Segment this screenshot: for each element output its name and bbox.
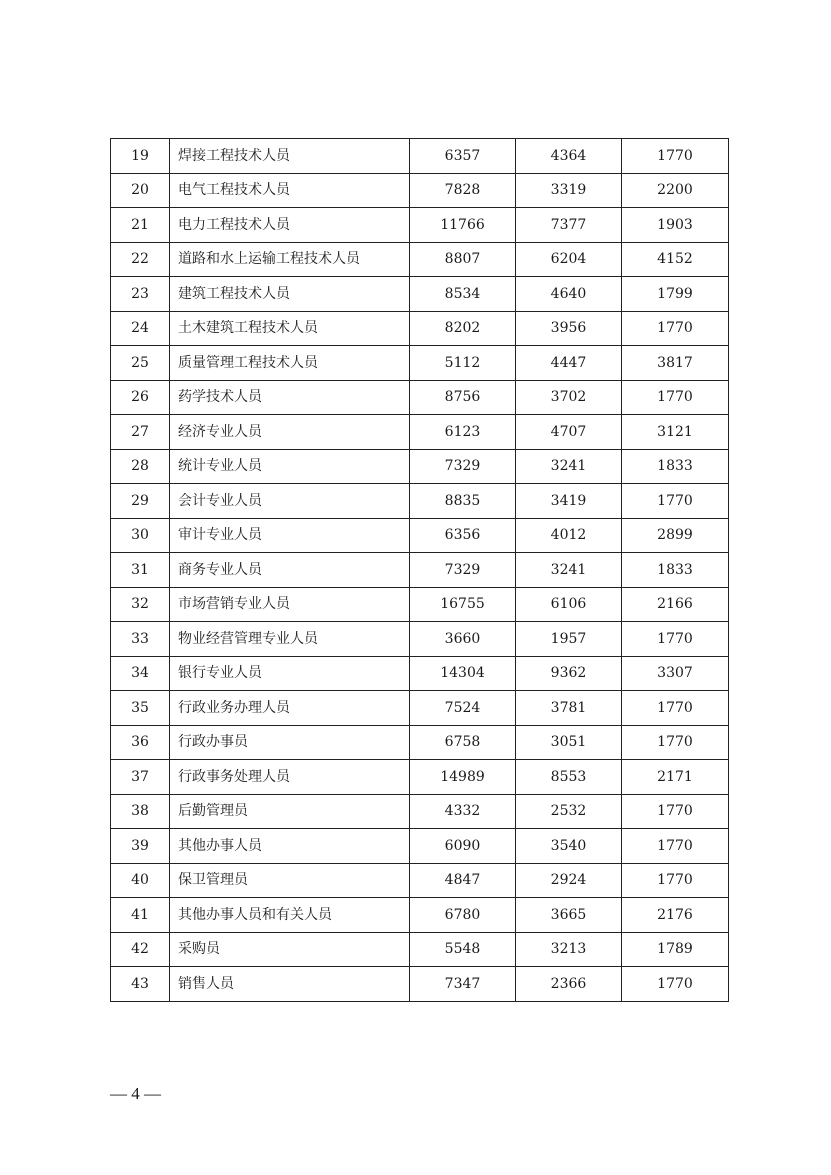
row-number-cell: 24: [111, 311, 170, 346]
value-1-cell: 7347: [410, 967, 516, 1002]
occupation-name-cell: 经济专业人员: [170, 415, 410, 450]
value-1-cell: 5548: [410, 932, 516, 967]
table-row: [111, 415, 729, 450]
value-1-cell: 6357: [410, 139, 516, 174]
row-number-cell: 37: [111, 760, 170, 795]
table-row: [111, 139, 729, 174]
table-row: [111, 208, 729, 243]
occupation-name-cell: 销售人员: [170, 967, 410, 1002]
row-number-cell: 20: [111, 173, 170, 208]
value-2-cell: 4364: [516, 139, 622, 174]
occupation-name-cell: 药学技术人员: [170, 380, 410, 415]
table-row: [111, 587, 729, 622]
value-3-cell: 2176: [622, 898, 729, 933]
row-number-cell: 26: [111, 380, 170, 415]
table-body: [111, 139, 729, 1002]
row-number-cell: 33: [111, 622, 170, 657]
table-row: [111, 863, 729, 898]
occupation-name-cell: 电力工程技术人员: [170, 208, 410, 243]
table-row: [111, 242, 729, 277]
row-number-cell: 42: [111, 932, 170, 967]
table-row: [111, 277, 729, 312]
value-1-cell: 16755: [410, 587, 516, 622]
table-row: [111, 449, 729, 484]
row-number-cell: 43: [111, 967, 170, 1002]
occupation-name-cell: 其他办事人员和有关人员: [170, 898, 410, 933]
value-2-cell: 3419: [516, 484, 622, 519]
occupation-name-cell: 质量管理工程技术人员: [170, 346, 410, 381]
table-row: [111, 932, 729, 967]
value-3-cell: 3817: [622, 346, 729, 381]
value-1-cell: 7828: [410, 173, 516, 208]
value-3-cell: 2899: [622, 518, 729, 553]
value-1-cell: 6758: [410, 725, 516, 760]
value-1-cell: 8534: [410, 277, 516, 312]
row-number-cell: 38: [111, 794, 170, 829]
value-1-cell: 4847: [410, 863, 516, 898]
occupation-name-cell: 其他办事人员: [170, 829, 410, 864]
table-row: [111, 380, 729, 415]
row-number-cell: 27: [111, 415, 170, 450]
table-row: [111, 829, 729, 864]
value-3-cell: 1770: [622, 622, 729, 657]
value-1-cell: 8807: [410, 242, 516, 277]
row-number-cell: 34: [111, 656, 170, 691]
occupation-name-cell: 土木建筑工程技术人员: [170, 311, 410, 346]
value-2-cell: 4447: [516, 346, 622, 381]
row-number-cell: 22: [111, 242, 170, 277]
occupation-name-cell: 道路和水上运输工程技术人员: [170, 242, 410, 277]
occupation-name-cell: 采购员: [170, 932, 410, 967]
value-2-cell: 3781: [516, 691, 622, 726]
table-row: [111, 173, 729, 208]
value-3-cell: 1799: [622, 277, 729, 312]
value-3-cell: 1789: [622, 932, 729, 967]
value-2-cell: 7377: [516, 208, 622, 243]
value-2-cell: 3241: [516, 553, 622, 588]
row-number-cell: 41: [111, 898, 170, 933]
value-1-cell: 7329: [410, 449, 516, 484]
row-number-cell: 23: [111, 277, 170, 312]
occupation-name-cell: 行政办事员: [170, 725, 410, 760]
value-3-cell: 2171: [622, 760, 729, 795]
table-row: [111, 725, 729, 760]
occupation-name-cell: 银行专业人员: [170, 656, 410, 691]
value-2-cell: 4707: [516, 415, 622, 450]
table-row: [111, 484, 729, 519]
table-row: [111, 346, 729, 381]
value-2-cell: 8553: [516, 760, 622, 795]
value-2-cell: 4012: [516, 518, 622, 553]
value-3-cell: 1770: [622, 725, 729, 760]
value-2-cell: 3241: [516, 449, 622, 484]
value-2-cell: 1957: [516, 622, 622, 657]
value-1-cell: 11766: [410, 208, 516, 243]
table-row: [111, 967, 729, 1002]
row-number-cell: 21: [111, 208, 170, 243]
row-number-cell: 30: [111, 518, 170, 553]
occupation-name-cell: 建筑工程技术人员: [170, 277, 410, 312]
value-1-cell: 14989: [410, 760, 516, 795]
occupation-name-cell: 市场营销专业人员: [170, 587, 410, 622]
wage-table: [110, 138, 729, 1002]
occupation-name-cell: 物业经营管理专业人员: [170, 622, 410, 657]
occupation-name-cell: 电气工程技术人员: [170, 173, 410, 208]
occupation-name-cell: 行政业务办理人员: [170, 691, 410, 726]
value-1-cell: 3660: [410, 622, 516, 657]
row-number-cell: 39: [111, 829, 170, 864]
row-number-cell: 35: [111, 691, 170, 726]
value-3-cell: 1833: [622, 553, 729, 588]
table-row: [111, 656, 729, 691]
value-2-cell: 3540: [516, 829, 622, 864]
value-3-cell: 1770: [622, 380, 729, 415]
value-2-cell: 2924: [516, 863, 622, 898]
row-number-cell: 36: [111, 725, 170, 760]
row-number-cell: 29: [111, 484, 170, 519]
value-2-cell: 6204: [516, 242, 622, 277]
value-3-cell: 2166: [622, 587, 729, 622]
value-1-cell: 6123: [410, 415, 516, 450]
value-2-cell: 2532: [516, 794, 622, 829]
value-3-cell: 3121: [622, 415, 729, 450]
table-row: [111, 553, 729, 588]
table-row: [111, 794, 729, 829]
occupation-name-cell: 行政事务处理人员: [170, 760, 410, 795]
table-row: [111, 622, 729, 657]
value-2-cell: 3702: [516, 380, 622, 415]
occupation-name-cell: 焊接工程技术人员: [170, 139, 410, 174]
value-2-cell: 3956: [516, 311, 622, 346]
value-2-cell: 3319: [516, 173, 622, 208]
value-3-cell: 3307: [622, 656, 729, 691]
value-1-cell: 8202: [410, 311, 516, 346]
value-1-cell: 8835: [410, 484, 516, 519]
value-3-cell: 1770: [622, 139, 729, 174]
value-3-cell: 1770: [622, 794, 729, 829]
value-3-cell: 2200: [622, 173, 729, 208]
value-3-cell: 1770: [622, 829, 729, 864]
row-number-cell: 32: [111, 587, 170, 622]
row-number-cell: 19: [111, 139, 170, 174]
value-2-cell: 3213: [516, 932, 622, 967]
value-2-cell: 9362: [516, 656, 622, 691]
row-number-cell: 40: [111, 863, 170, 898]
value-2-cell: 4640: [516, 277, 622, 312]
row-number-cell: 28: [111, 449, 170, 484]
value-2-cell: 3665: [516, 898, 622, 933]
page-number: — 4 —: [110, 1084, 161, 1103]
value-1-cell: 4332: [410, 794, 516, 829]
value-3-cell: 1770: [622, 691, 729, 726]
table-row: [111, 691, 729, 726]
value-3-cell: 1903: [622, 208, 729, 243]
occupation-name-cell: 保卫管理员: [170, 863, 410, 898]
value-2-cell: 6106: [516, 587, 622, 622]
table-row: [111, 898, 729, 933]
value-3-cell: 1770: [622, 967, 729, 1002]
table-row: [111, 518, 729, 553]
value-1-cell: 7329: [410, 553, 516, 588]
value-2-cell: 3051: [516, 725, 622, 760]
row-number-cell: 25: [111, 346, 170, 381]
value-3-cell: 1833: [622, 449, 729, 484]
table-row: [111, 760, 729, 795]
occupation-name-cell: 统计专业人员: [170, 449, 410, 484]
occupation-name-cell: 审计专业人员: [170, 518, 410, 553]
value-3-cell: 1770: [622, 484, 729, 519]
row-number-cell: 31: [111, 553, 170, 588]
value-3-cell: 1770: [622, 863, 729, 898]
value-1-cell: 6090: [410, 829, 516, 864]
value-1-cell: 8756: [410, 380, 516, 415]
value-1-cell: 6356: [410, 518, 516, 553]
value-1-cell: 6780: [410, 898, 516, 933]
occupation-name-cell: 会计专业人员: [170, 484, 410, 519]
value-3-cell: 4152: [622, 242, 729, 277]
value-2-cell: 2366: [516, 967, 622, 1002]
occupation-name-cell: 商务专业人员: [170, 553, 410, 588]
occupation-name-cell: 后勤管理员: [170, 794, 410, 829]
value-1-cell: 14304: [410, 656, 516, 691]
value-1-cell: 5112: [410, 346, 516, 381]
table-row: [111, 311, 729, 346]
value-1-cell: 7524: [410, 691, 516, 726]
value-3-cell: 1770: [622, 311, 729, 346]
